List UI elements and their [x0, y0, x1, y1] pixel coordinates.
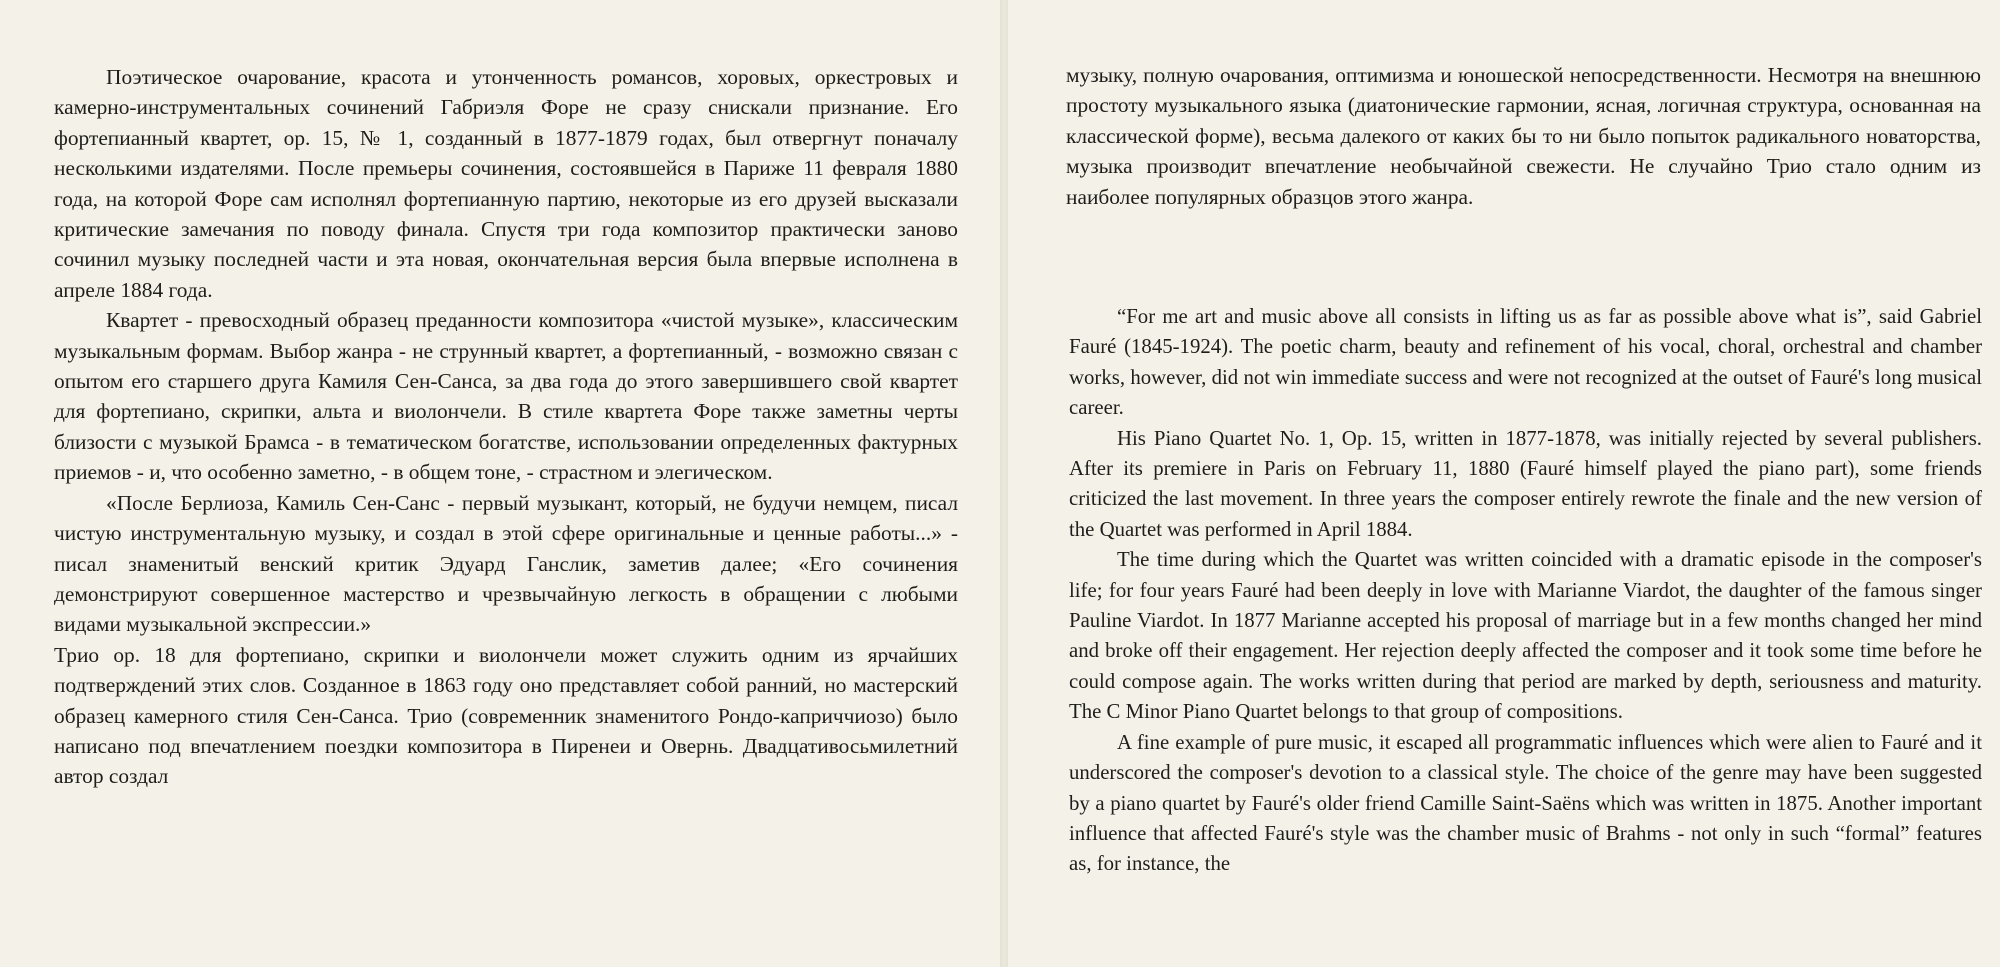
- english-text-block: [1069, 302, 1982, 880]
- paragraph-trio-ru: Трио ор. 18 для фортепиано, скрипки и виолончели может служить одним из ярчайших подтверждений этих слов. Созданное в 1863 году оно представляет собой ранний, но мастерский образец камерного стиля Сен-Санса. Трио (современник знаменитого Рондо-каприччиозо) было написано под впечатлением поездки композитора в Пиренеи и Овернь. Двадцативосьмилетний автор создал: [54, 642, 958, 789]
- right-page: [1008, 0, 2000, 967]
- russian-text-block: [54, 62, 958, 792]
- paragraph-viardot-episode-en: The time during which the Quartet was written coincided with a dramatic episode in the composer's life; for four years Fauré had been deeply in love with Marianne Viardot, the daughter of the famous singer Pauline Viardot. In 1877 Marianne accepted his proposal of marriage but in a few months changed her mind and broke off their engagement. Her rejection deeply affected the composer and it took some time before he could compose again. The works written during that period are marked by depth, seriousness and maturity. The C Minor Piano Quartet belongs to that group of compositions.: [1069, 548, 1982, 724]
- paragraph-faure-quote-en: “For me art and music above all consists in lifting us as far as possible above what is”, said Gabriel Fauré (1845-1924). The poetic charm, beauty and refinement of his vocal, choral, orchestral and chamber works, however, did not win immediate success and were not recognized at the outset of Fauré's long musical career.: [1069, 305, 1982, 420]
- paragraph-hanslick-quote-ru: «После Берлиоза, Камиль Сен-Санс - первый музыкант, который, не будучи немцем, писал чистую инструментальную музыку, и создал в этой сфере оригинальные и ценные работы...» - писал знаменитый венский критик Эдуард Ганслик, заметив далее; «Его сочинения демонстрируют совершенное мастерство и чрезвычайную легкость в обращении с любыми видами музыкальной экспрессии.»: [54, 490, 958, 637]
- russian-continuation-block: [1066, 60, 1981, 212]
- paragraph-trio-continuation-ru: музыку, полную очарования, оптимизма и юношеской непосредственности. Несмотря на внешнюю простоту музыкального языка (диатонические гармонии, ясная, логичная структура, основанная на классической форме), весьма далекого от каких бы то ни было попыток радикального новаторства, музыка производит впечатление необычайной свежести. Не случайно Трио стало одним из наиболее популярных образцов этого жанра.: [1066, 63, 1981, 209]
- paragraph-piano-quartet-en: His Piano Quartet No. 1, Op. 15, written in 1877-1878, was initially rejected by several publishers. After its premiere in Paris on February 11, 1880 (Fauré himself played the piano part), some friends criticized the last movement. In three years the composer entirely rewrote the finale and the new version of the Quartet was performed in April 1884.: [1069, 426, 1982, 541]
- paragraph-quartet-style-ru: Квартет - превосходный образец преданности композитора «чистой музыке», классическим музыкальным формам. Выбор жанра - не струнный квартет, а фортепианный, - возможно связан с опытом его старшего друга Камиля Сен-Санса, за два года до этого завершившего свой квартет для фортепиано, скрипки, альта и виолончели. В стиле квартета Форе также заметны черты близости с музыкой Брамса - в тематическом богатстве, использовании определенных фактурных приемов - и, что особенно заметно, - в общем тоне, - страстном и элегическом.: [54, 308, 958, 485]
- paragraph-faure-quartet-ru: Поэтическое очарование, красота и утонченность романсов, хоровых, оркестровых и камерно-инструментальных сочинений Габриэля Форе не сразу снискали признание. Его фортепианный квартет, ор. 15, № 1, созданный в 1877-1879 годах, был отвергнут поначалу несколькими издателями. После премьеры сочинения, состоявшейся в Париже 11 февраля 1880 года, на которой Форе сам исполнял фортепианную партию, некоторые из его друзей высказали критические замечания по поводу финала. Спустя три года композитор практически заново сочинил музыку последней части и эта новая, окончательная версия была впервые исполнена в апреле 1884 года.: [54, 65, 958, 302]
- paragraph-pure-music-en: A fine example of pure music, it escaped all programmatic influences which were alien to Fauré and it underscored the composer's devotion to a classical style. The choice of the genre may have been suggested by a piano quartet by Fauré's older friend Camille Saint-Saëns which was written in 1875. Another important influence that affected Fauré's style was the chamber music of Brahms - not only in such “formal” features as, for instance, the: [1069, 730, 1982, 876]
- page-gutter: [1000, 0, 1008, 967]
